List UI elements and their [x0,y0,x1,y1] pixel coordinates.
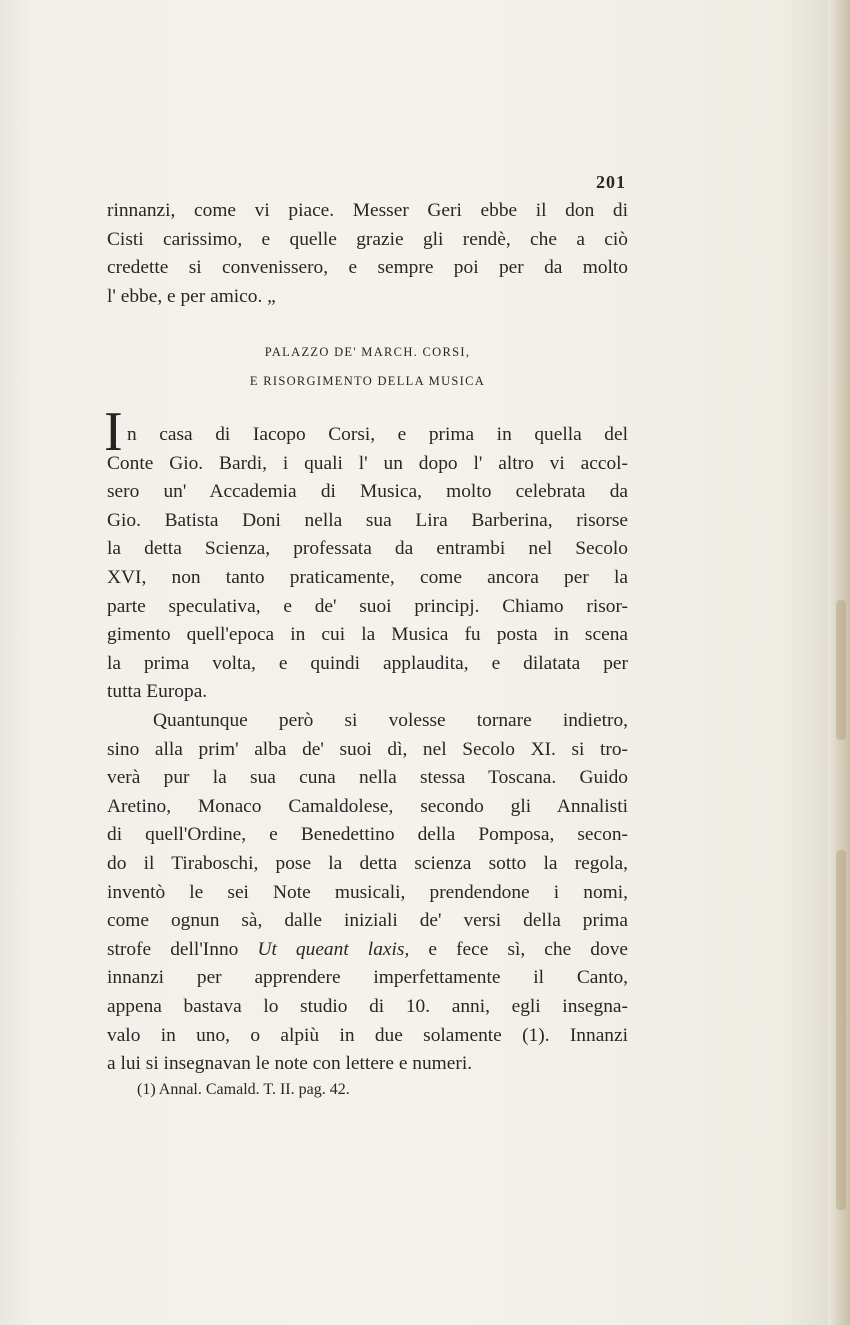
text-line: innanzi per apprendere imperfettamente il Canto, [107,967,628,989]
text-line: Conte Gio. Bardi, i quali l' un dopo l' altro vi accol- [107,452,628,474]
text-line: come ognun sà, dalle iniziali de' versi della prima [107,910,628,932]
text-line: l' ebbe, e per amico. „ [107,285,276,307]
text-line: la detta Scienza, professata da entrambi nel Secolo [107,538,628,560]
page-edge [828,0,850,1325]
text-line: sero un' Accademia di Musica, molto celebrata da [107,481,628,503]
drop-cap: I [104,401,123,463]
text-line: inventò le sei Note musicali, prendendone i nomi, [107,881,628,903]
text-line: rinnanzi, come vi piace. Messer Geri ebbe il don di [107,200,628,221]
text-line: di quell'Ordine, e Benedettino della Pomposa, secon- [107,824,628,846]
text-line: Cisti carissimo, e quelle grazie gli rendè, che a ciò [107,228,628,250]
page-number: 201 [596,172,626,192]
text-line: gimento quell'epoca in cui la Musica fu posta in scena [107,624,628,646]
paragraph-1 [107,421,628,707]
text-line: Aretino, Monaco Camaldolese, secondo gli Annalisti [107,795,628,817]
text-line: a lui si insegnavan le note con lettere e numeri. [107,1053,473,1075]
text-line-content: Quantunque però si volesse tornare indietro, [153,710,628,731]
text-line: tutta Europa. [107,681,208,703]
text-line [107,936,628,965]
text-line: appena bastava lo studio di 10. anni, egli insegna- [107,995,628,1017]
opening-text [107,197,628,311]
text-line: sino alla prim' alba de' suoi dì, nel Secolo XI. si tro- [107,738,628,760]
text-line: do il Tiraboschi, pose la detta scienza sotto la regola, [107,852,628,874]
text-line: la prima volta, e quindi applaudita, e dilatata per [107,652,628,674]
text-line: parte speculativa, e de' suoi principj. Chiamo risor- [107,595,628,617]
text-line [107,421,628,450]
section-heading: PALAZZO DE' MARCH. CORSI, [264,345,471,359]
text-fragment: strofe dell'Inno [107,938,258,960]
text-line [107,707,628,736]
text-line: XVI, non tanto praticamente, come ancora per la [107,566,628,588]
edge-stain [836,850,846,1210]
footnote: (1) Annal. Camald. T. II. pag. 42. [137,1081,350,1098]
text-line-content: n casa di Iacopo Corsi, e prima in quella del [127,424,628,445]
text-line: valo in uno, o alpiù in due solamente (1). Innanzi [107,1024,628,1046]
text-line: Gio. Batista Doni nella sua Lira Barberina, risorse [107,509,628,531]
text-fragment: , e fece sì, che dove [404,938,629,960]
edge-stain [836,600,846,740]
section-subheading: E RISORGIMENTO DELLA MUSICA [249,374,486,388]
text-line: credette si convenissero, e sempre poi per da molto [107,257,628,279]
paragraph-2 [107,707,628,1079]
hymn-title: Ut queant laxis [257,938,405,960]
text-line: verà pur la sua cuna nella stessa Toscana. Guido [107,767,628,789]
